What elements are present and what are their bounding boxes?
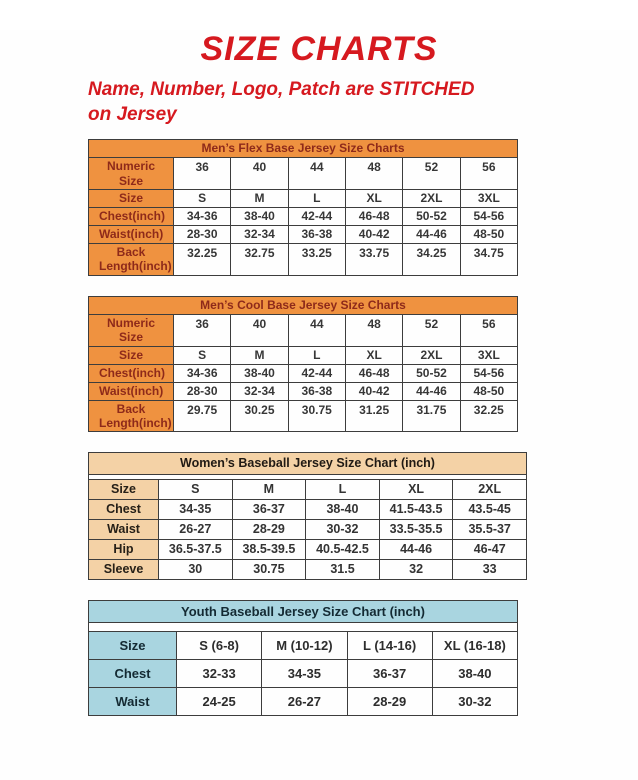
table-row bbox=[89, 189, 518, 207]
row-header: Waist(inch) bbox=[89, 382, 174, 400]
table-cell: 52 bbox=[403, 314, 460, 346]
table-cell: 46-47 bbox=[453, 540, 527, 560]
table-cell: 34-35 bbox=[159, 500, 233, 520]
table-cell: 32.25 bbox=[174, 243, 231, 275]
table-cell: S bbox=[174, 189, 231, 207]
table-cell: 38-40 bbox=[231, 364, 288, 382]
table-cell: 44-46 bbox=[403, 225, 460, 243]
table-cell: 56 bbox=[460, 158, 517, 190]
table-cell: 28-30 bbox=[174, 225, 231, 243]
table-cell: 32 bbox=[379, 560, 453, 580]
table-row bbox=[89, 207, 518, 225]
table-cell: 2XL bbox=[403, 189, 460, 207]
youth-baseball-size-table bbox=[88, 600, 518, 716]
table-cell: S bbox=[159, 480, 233, 500]
table-row bbox=[89, 480, 527, 500]
table-cell: 28-29 bbox=[347, 688, 432, 716]
table-cell: 34-35 bbox=[262, 660, 347, 688]
table-cell: L (14-16) bbox=[347, 632, 432, 660]
table-cell: 40-42 bbox=[345, 382, 402, 400]
table-cell: 32-34 bbox=[231, 382, 288, 400]
table-cell: 33.25 bbox=[288, 243, 345, 275]
table-cell: 44 bbox=[288, 158, 345, 190]
table-cell: 30.75 bbox=[288, 400, 345, 432]
table-cell: 38-40 bbox=[306, 500, 380, 520]
table-cell: 54-56 bbox=[460, 207, 517, 225]
table-cell: L bbox=[306, 480, 380, 500]
table-cell: 48-50 bbox=[460, 225, 517, 243]
table-cell: XL bbox=[379, 480, 453, 500]
table-cell: 32-34 bbox=[231, 225, 288, 243]
table-row bbox=[89, 314, 518, 346]
table-cell: 48 bbox=[345, 158, 402, 190]
row-header: Numeric Size bbox=[89, 314, 174, 346]
table-cell: 44-46 bbox=[403, 382, 460, 400]
table-cell: 54-56 bbox=[460, 364, 517, 382]
table-cell: 34-36 bbox=[174, 207, 231, 225]
table-cell: 36-38 bbox=[288, 382, 345, 400]
table-cell: 40 bbox=[231, 314, 288, 346]
table-row bbox=[89, 660, 518, 688]
table-cell: 38-40 bbox=[231, 207, 288, 225]
table-title: Men’s Flex Base Jersey Size Charts bbox=[89, 140, 518, 158]
table-cell: XL bbox=[345, 189, 402, 207]
table-row bbox=[89, 243, 518, 275]
table-cell: 38.5-39.5 bbox=[232, 540, 306, 560]
table-cell: 31.75 bbox=[403, 400, 460, 432]
table-cell: 30 bbox=[159, 560, 233, 580]
table-cell: 34.25 bbox=[403, 243, 460, 275]
row-header: Chest bbox=[89, 660, 177, 688]
womens-baseball-size-table bbox=[88, 452, 527, 580]
table-cell: 38-40 bbox=[432, 660, 517, 688]
table-row bbox=[89, 158, 518, 190]
table-cell: 28-30 bbox=[174, 382, 231, 400]
table-cell: 36 bbox=[174, 314, 231, 346]
row-header: Back Length(inch) bbox=[89, 243, 174, 275]
mens-cool-base-size-table bbox=[88, 296, 518, 433]
table-cell: 2XL bbox=[453, 480, 527, 500]
table-cell: 26-27 bbox=[159, 520, 233, 540]
table-row bbox=[89, 382, 518, 400]
table-cell: 29.75 bbox=[174, 400, 231, 432]
table-cell: 56 bbox=[460, 314, 517, 346]
table-cell: 32.25 bbox=[460, 400, 517, 432]
table-row bbox=[89, 688, 518, 716]
table-cell: 26-27 bbox=[262, 688, 347, 716]
table-cell: M bbox=[231, 189, 288, 207]
table-row bbox=[89, 560, 527, 580]
table-spacer bbox=[89, 623, 518, 632]
table-cell: S (6-8) bbox=[177, 632, 262, 660]
table-cell: M bbox=[232, 480, 306, 500]
table-cell: 41.5-43.5 bbox=[379, 500, 453, 520]
table-cell: M bbox=[231, 346, 288, 364]
table-cell: 40.5-42.5 bbox=[306, 540, 380, 560]
table-row bbox=[89, 632, 518, 660]
table-cell: 44-46 bbox=[379, 540, 453, 560]
table-cell: 48 bbox=[345, 314, 402, 346]
size-charts-page bbox=[0, 30, 638, 780]
row-header: Chest(inch) bbox=[89, 364, 174, 382]
table-row bbox=[89, 520, 527, 540]
table-cell: 36-37 bbox=[347, 660, 432, 688]
table-cell: 42-44 bbox=[288, 364, 345, 382]
table-cell: 30.25 bbox=[231, 400, 288, 432]
table-cell: 2XL bbox=[403, 346, 460, 364]
table-row bbox=[89, 364, 518, 382]
table-cell: 42-44 bbox=[288, 207, 345, 225]
table-cell: 46-48 bbox=[345, 364, 402, 382]
table-row bbox=[89, 400, 518, 432]
table-cell: 33 bbox=[453, 560, 527, 580]
page-subtitle: Name, Number, Logo, Patch are STITCHED on Jersey bbox=[88, 79, 475, 126]
table-cell: 3XL bbox=[460, 346, 517, 364]
row-header: Waist bbox=[89, 688, 177, 716]
table-cell: 3XL bbox=[460, 189, 517, 207]
row-header: Sleeve bbox=[89, 560, 159, 580]
row-header: Size bbox=[89, 346, 174, 364]
table-row bbox=[89, 225, 518, 243]
row-header: Numeric Size bbox=[89, 158, 174, 190]
table-cell: 44 bbox=[288, 314, 345, 346]
table-cell: 31.5 bbox=[306, 560, 380, 580]
table-cell: L bbox=[288, 189, 345, 207]
table-cell: S bbox=[174, 346, 231, 364]
table-cell: 50-52 bbox=[403, 207, 460, 225]
row-header: Size bbox=[89, 189, 174, 207]
table-cell: 32.75 bbox=[231, 243, 288, 275]
mens-flex-base-size-table bbox=[88, 139, 518, 276]
page-title: SIZE CHARTS bbox=[200, 30, 438, 68]
table-cell: 28-29 bbox=[232, 520, 306, 540]
table-cell: 50-52 bbox=[403, 364, 460, 382]
table-cell: 36-37 bbox=[232, 500, 306, 520]
row-header: Back Length(inch) bbox=[89, 400, 174, 432]
table-title: Men’s Cool Base Jersey Size Charts bbox=[89, 296, 518, 314]
table-cell: 30.75 bbox=[232, 560, 306, 580]
table-row bbox=[89, 540, 527, 560]
table-cell: 34-36 bbox=[174, 364, 231, 382]
table-cell: 43.5-45 bbox=[453, 500, 527, 520]
row-header: Chest(inch) bbox=[89, 207, 174, 225]
table-cell: 46-48 bbox=[345, 207, 402, 225]
table-cell: 30-32 bbox=[306, 520, 380, 540]
table-cell: 34.75 bbox=[460, 243, 517, 275]
table-cell: 36-38 bbox=[288, 225, 345, 243]
row-header: Hip bbox=[89, 540, 159, 560]
row-header: Waist(inch) bbox=[89, 225, 174, 243]
table-cell: 40-42 bbox=[345, 225, 402, 243]
table-cell: 32-33 bbox=[177, 660, 262, 688]
table-cell: 35.5-37 bbox=[453, 520, 527, 540]
table-cell: 31.25 bbox=[345, 400, 402, 432]
table-cell: 30-32 bbox=[432, 688, 517, 716]
table-cell: 36.5-37.5 bbox=[159, 540, 233, 560]
table-title: Women’s Baseball Jersey Size Chart (inch) bbox=[89, 453, 527, 475]
table-cell: 48-50 bbox=[460, 382, 517, 400]
table-cell: 52 bbox=[403, 158, 460, 190]
table-cell: L bbox=[288, 346, 345, 364]
table-cell: 36 bbox=[174, 158, 231, 190]
table-cell: M (10-12) bbox=[262, 632, 347, 660]
table-row bbox=[89, 500, 527, 520]
table-title: Youth Baseball Jersey Size Chart (inch) bbox=[89, 601, 518, 623]
table-cell: XL (16-18) bbox=[432, 632, 517, 660]
table-cell: 40 bbox=[231, 158, 288, 190]
row-header: Waist bbox=[89, 520, 159, 540]
tables-container bbox=[88, 139, 638, 716]
row-header: Size bbox=[89, 632, 177, 660]
table-cell: XL bbox=[345, 346, 402, 364]
table-cell: 33.75 bbox=[345, 243, 402, 275]
row-header: Size bbox=[89, 480, 159, 500]
table-row bbox=[89, 346, 518, 364]
row-header: Chest bbox=[89, 500, 159, 520]
table-cell: 33.5-35.5 bbox=[379, 520, 453, 540]
table-cell: 24-25 bbox=[177, 688, 262, 716]
